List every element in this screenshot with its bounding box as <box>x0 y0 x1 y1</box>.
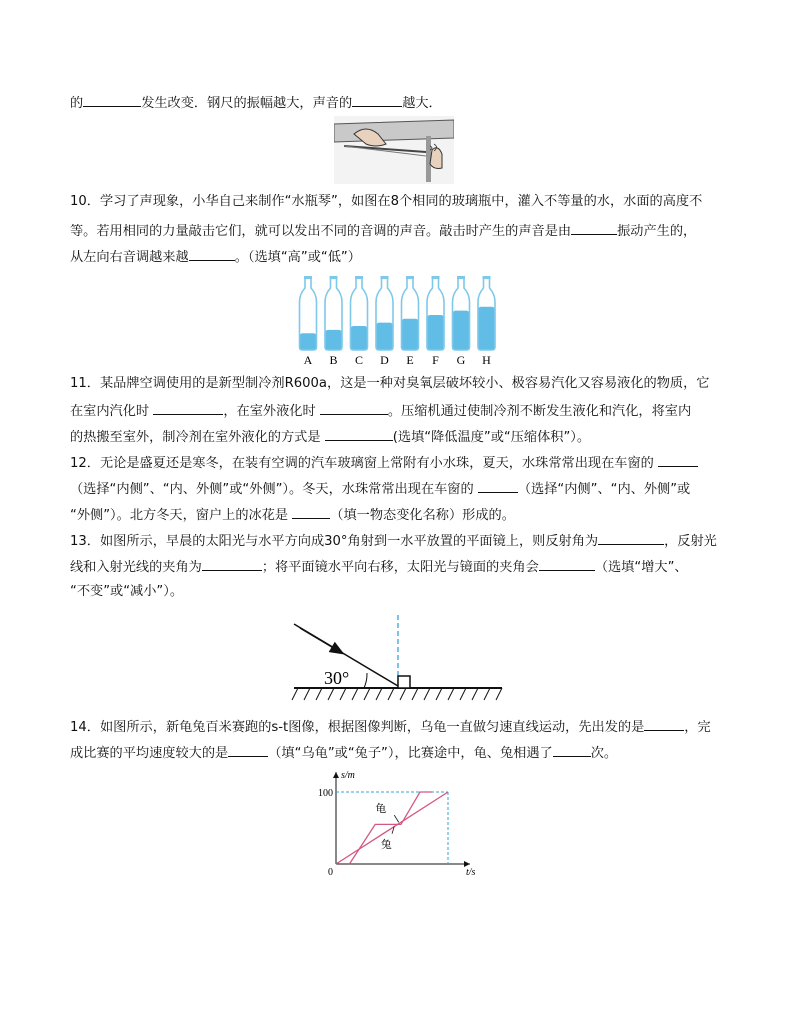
bottle-D <box>376 276 393 366</box>
ground-hatching <box>292 688 502 700</box>
answer-blank[interactable] <box>658 452 698 467</box>
q11-line-2: 在室内汽化时 ，在室外液化时 。压缩机通过使制冷剂不断发生液化和汽化，将室内 <box>70 400 691 422</box>
bottle-water <box>478 307 495 350</box>
bottle-E <box>402 276 419 366</box>
angle-label: 30° <box>324 668 350 688</box>
answer-blank[interactable] <box>292 504 330 519</box>
q10-line-1: 10．学习了声现象，小华自己来制作“水瓶琴”，如图在8个相同的玻璃瓶中，灌入不等量的水，水面的高度不 <box>70 194 703 209</box>
bottle-H <box>478 276 495 366</box>
annotation-leader <box>394 815 398 822</box>
answer-blank[interactable] <box>202 556 262 571</box>
x-axis-label: t/s <box>466 867 476 878</box>
bottle-G <box>453 276 470 366</box>
answer-blank[interactable] <box>598 530 664 545</box>
bottle-label: A <box>303 353 313 366</box>
q10-line-3: 从左向右音调越来越 。（选填“高”或“低”） <box>70 246 361 268</box>
bottle-cap <box>330 276 338 279</box>
answer-blank[interactable] <box>153 400 223 415</box>
bottle-label: E <box>406 353 414 366</box>
y-tick-label: 100 <box>318 788 333 799</box>
s-t-chart <box>300 764 480 884</box>
y-axis-label: s/m <box>341 770 355 781</box>
bottle-cap <box>432 276 440 279</box>
answer-blank[interactable] <box>352 92 402 107</box>
bottle-water <box>351 326 368 350</box>
answer-blank[interactable] <box>571 220 617 235</box>
bottle-water <box>427 315 444 350</box>
annotation-tortoise: 龟 <box>375 802 387 816</box>
q10-line-2: 等。若用相同的力量敲击它们，就可以发出不同的音调的声音。敲击时产生的声音是由 振动产生的， <box>70 220 696 242</box>
answer-blank[interactable] <box>189 246 235 261</box>
answer-blank[interactable] <box>320 400 388 415</box>
bottle-cap <box>406 276 414 279</box>
answer-blank[interactable] <box>644 716 684 731</box>
q9-line: 的 发生改变．钢尺的振幅越大，声音的 越大． <box>70 92 442 114</box>
q14-line-1: 14．如图所示，新龟兔百米赛跑的s-t图像，根据图像判断，乌龟一直做匀速直线运动，先出发的是 ，完 <box>70 716 711 738</box>
q11-line-1: 11．某品牌空调使用的是新型制冷剂R600a，这是一种对臭氧层破坏较小、极容易汽化又容易液化的物质，它 <box>70 376 710 391</box>
bottle-label: G <box>456 353 466 366</box>
q12-line-2: （选择“内侧”、“内、外侧”或“外侧”）。冬天，水珠常常出现在车窗的 （选择“内侧”、“内、外侧”或 <box>70 478 690 500</box>
bottle-F <box>427 276 444 366</box>
q12-line-3: “外侧”）。北方冬天，窗户上的冰花是 （填一物态变化名称）形成的。 <box>70 504 515 526</box>
mirror-block <box>398 676 410 688</box>
q13-line-2: 线和入射光线的夹角为 ；将平面镜水平向右移，太阳光与镜面的夹角会 （选填“增大”、 <box>70 556 688 578</box>
bottle-B <box>325 276 342 366</box>
answer-blank[interactable] <box>478 478 518 493</box>
bottle-water <box>325 330 342 350</box>
bottle-cap <box>304 276 312 279</box>
bottle-label: B <box>329 353 338 366</box>
q13-line-3: “不变”或“减小”）。 <box>70 584 184 599</box>
answer-blank[interactable] <box>83 92 141 107</box>
bottle-water <box>402 319 419 350</box>
series-line-tortoise <box>336 792 448 864</box>
bottle-cap <box>483 276 491 279</box>
bottle-water <box>300 333 317 350</box>
mirror-reflection-figure <box>290 610 506 704</box>
answer-blank[interactable] <box>539 556 595 571</box>
water-bottles-figure <box>296 274 500 366</box>
ray-arrow <box>300 628 342 653</box>
q12-line-1: 12．无论是盛夏还是寒冬，在装有空调的汽车玻璃窗上常附有小水珠，夏天，水珠常常出现在车窗的 <box>70 452 698 474</box>
annotation-rabbit: 兔 <box>380 838 392 852</box>
angle-arc <box>364 673 367 688</box>
bottle-cap <box>457 276 465 279</box>
origin-label: 0 <box>328 867 333 878</box>
bottle-label: D <box>380 353 389 366</box>
ruler-on-table-illustration <box>334 116 454 184</box>
bottle-label: C <box>354 353 364 366</box>
bottle-cap <box>381 276 389 279</box>
y-axis-arrow <box>333 772 339 778</box>
bottle-C <box>351 276 368 366</box>
bottle-label: H <box>482 353 491 366</box>
bottle-water <box>376 323 393 350</box>
answer-blank[interactable] <box>325 426 393 441</box>
bottle-cap <box>355 276 363 279</box>
q11-line-3: 的热搬至室外，制冷剂在室外液化的方式是 (选填“降低温度”或“压缩体积”）。 <box>70 426 590 448</box>
answer-blank[interactable] <box>553 742 591 757</box>
q14-line-2: 成比赛的平均速度较大的是 （填“乌龟”或“兔子”），比赛途中，龟、兔相遇了 次。 <box>70 742 617 764</box>
bottle-label: F <box>432 353 439 366</box>
bottle-water <box>453 311 470 350</box>
q13-line-1: 13．如图所示，早晨的太阳光与水平方向成30°角射到一水平放置的平面镜上，则反射角为 ，反射光 <box>70 530 717 552</box>
bottle-A <box>300 276 317 366</box>
answer-blank[interactable] <box>228 742 268 757</box>
